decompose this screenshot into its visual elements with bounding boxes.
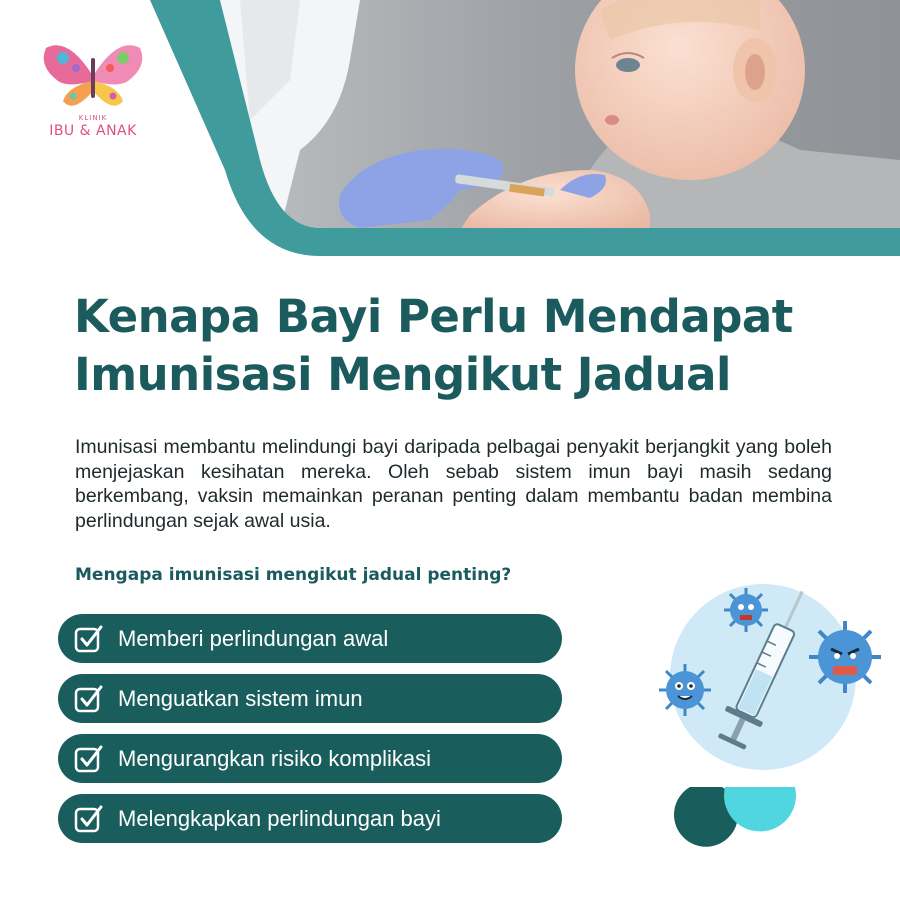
logo-name: IBU & ANAK: [49, 123, 137, 139]
benefit-label: Memberi perlindungan awal: [118, 625, 389, 651]
benefit-label: Mengurangkan risiko komplikasi: [118, 745, 432, 771]
benefit-item: [58, 674, 562, 723]
benefits-list: [58, 614, 562, 854]
intro-paragraph: Imunisasi membantu melindungi bayi daripada pelbagai penyakit berjangkit yang boleh menjejaskan kesihatan mereka. Oleh sebab sistem imun bayi masih sedang berkembang, vaksin memainkan peranan penting dalam membantu badan membina perlindungan sejak awal usia.: [75, 436, 832, 532]
benefit-item: [58, 794, 562, 843]
checkbox-icon: [74, 744, 104, 774]
virus-icon: [724, 588, 768, 632]
page-title: [74, 288, 864, 404]
checkbox-icon: [74, 804, 104, 834]
butterfly-icon: [38, 36, 148, 116]
clinic-logo: [38, 36, 148, 146]
virus-icon: [809, 621, 881, 693]
vaccine-illustration: [645, 582, 885, 852]
page-title-line2: Imunisasi Mengikut Jadual: [74, 348, 731, 401]
benefit-label: Menguatkan sistem imun: [118, 685, 363, 711]
hero-photo: [200, 0, 900, 230]
virus-icon: [659, 664, 711, 716]
benefit-item: [58, 734, 562, 783]
checkbox-icon: [74, 624, 104, 654]
logo-subtext: KLINIK: [78, 114, 108, 122]
checkbox-icon: [74, 684, 104, 714]
benefit-item: [58, 614, 562, 663]
benefit-label: Melengkapkan perlindungan bayi: [118, 805, 441, 831]
page-title-line1: Kenapa Bayi Perlu Mendapat: [74, 290, 793, 343]
benefits-subheading: Mengapa imunisasi mengikut jadual penting?: [75, 565, 512, 585]
